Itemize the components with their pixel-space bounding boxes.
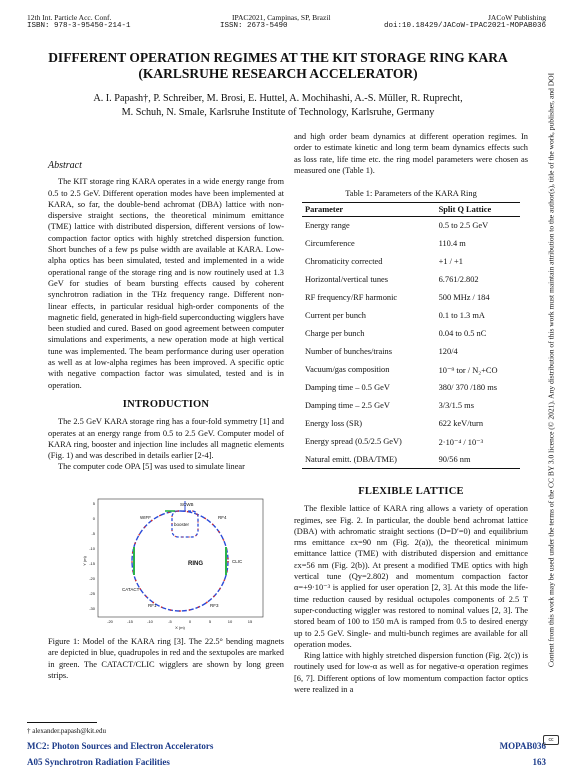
table-header-row (302, 203, 520, 217)
conference-header (27, 13, 131, 31)
table-header-parameter: Parameter (302, 203, 436, 217)
footnote-rule (27, 722, 97, 723)
table-cell-value: 6.761/2.802 (438, 275, 479, 284)
table-row (302, 397, 520, 415)
table-cell-param: Circumference (305, 239, 355, 248)
right-column-top (294, 131, 528, 176)
footer-page-number: 163 (532, 757, 546, 767)
y-tick: -30 (89, 606, 95, 611)
table-row (302, 361, 520, 379)
flexible-lattice-heading: FLEXIBLE LATTICE (358, 486, 464, 497)
table-row (302, 253, 520, 271)
parameters-table (302, 202, 520, 469)
introduction-heading: INTRODUCTION (122, 398, 210, 410)
footer-subtrack: A05 Synchrotron Radiation Facilities (27, 757, 170, 767)
figure-label-wiff: WIFF (140, 515, 151, 520)
table-row (302, 433, 520, 451)
issn: ISSN: 2673-5490 (220, 22, 288, 30)
figure-label-ring: RING (188, 561, 203, 567)
table-row (302, 451, 520, 469)
table-cell-param: Chromaticity corrected (305, 257, 383, 266)
x-tick: 5 (208, 619, 212, 624)
table-cell-value: 120/4 (438, 347, 458, 356)
table-cell-value: 500 MHz / 184 (438, 293, 490, 302)
table-row (302, 325, 520, 343)
table-row (302, 307, 520, 325)
table-cell-value: 2·10⁻⁴ / 10⁻³ (438, 437, 484, 447)
authors (30, 92, 526, 120)
figure-label-scwb: SCWB (180, 502, 194, 507)
authors-line-1: A. I. Papash†, P. Schreiber, M. Brosi, E. Huttel, A. Mochihashi, A.-S. Müller, R. Ruprecht, (93, 93, 463, 104)
table-cell-param: RF frequency/RF harmonic (305, 293, 398, 302)
paper-title (20, 50, 536, 82)
figure-label-rf1: RF1 (148, 603, 157, 608)
x-tick: -20 (107, 619, 113, 624)
table-row (302, 289, 520, 307)
table-cell-value: 0.04 to 0.5 nC (438, 329, 487, 338)
abstract-heading: Abstract (48, 160, 82, 171)
y-tick: -20 (89, 576, 95, 581)
table-cell-param: Energy range (305, 221, 350, 231)
table-cell-param: Damping time – 2.5 GeV (305, 401, 390, 410)
figure-ring-model (80, 495, 270, 630)
x-tick: -5 (168, 619, 172, 624)
table-row (302, 235, 520, 253)
y-tick: -25 (89, 591, 95, 596)
y-tick: -5 (91, 531, 95, 536)
table-row (302, 379, 520, 397)
table-cell-value: 0.5 to 2.5 GeV (438, 221, 489, 231)
footnote-email: † alexander.papash@kit.edu (27, 727, 106, 735)
authors-line-2: M. Schuh, N. Smale, Karlsruhe Institute of Technology, Karlsruhe, Germany (121, 107, 435, 118)
table-header-value: Split Q Lattice (436, 203, 520, 217)
table-row (302, 217, 520, 235)
table-cell-param: Energy spread (0.5/2.5 GeV) (305, 437, 402, 446)
footer-paper-id: MOPAB036 (499, 741, 546, 751)
table-cell-param: Energy loss (SR) (305, 419, 363, 428)
intro-paragraph-2: The computer code OPA [5] was used to simulate linear (58, 462, 245, 472)
table-row (302, 271, 520, 289)
table-caption: Table 1: Parameters of the KARA Ring (345, 189, 477, 198)
table-cell-param: Current per bunch (305, 311, 366, 320)
table-cell-value: 90/56 nm (436, 451, 520, 469)
venue: IPAC2021, Campinas, SP, Brazil (232, 13, 331, 22)
table-cell-param: Horizontal/vertical tunes (305, 275, 389, 284)
x-tick: -10 (147, 619, 153, 624)
table-cell-param: Natural emitt. (DBA/TME) (302, 451, 436, 469)
y-tick: -10 (89, 546, 95, 551)
table-row (302, 343, 520, 361)
table-cell-value: 622 keV/turn (438, 419, 484, 428)
intro-paragraph-1: The 2.5 GeV KARA storage ring has a four-fold symmetry [1] and operates at an energy range from 0.5 to 2.5 GeV. Computer model of KARA ring, booster and injection line includes all magnetic elements (Fig. 1) and was described in details earlier [2-4]. (48, 417, 284, 461)
table-cell-param: Damping time – 0.5 GeV (305, 383, 390, 392)
flex-paragraph-1: The flexible lattice of KARA ring allows a variety of operation regimes, see Fig. 2. In particular, the double bend achromat lattice (DBA) with achromatic straight sections (D=D′=0) and equilibrium rms emittance εx=90 nm (Fig. 2(a)), the theoretical minimum emittance lattice (TME) with distributed dispersion and emittance εx=56 nm (Fig. 2(b)). At present a modified TME optics with high vertical tune (Qy=2.802) and momentum compaction factor α=+9·10⁻³ is applied for user operation [2, 3]. At this mode the life-time reduction caused by residual octupoles components of 2.5 T super-conducting wiggler was restored to nominal values [2, 3]. The stored beam of 100 to 150 mA is ramped from 0.5 to desired energy up to 2.5 GeV. Single- and multi-bunch regimes are available for all operation modes. (294, 504, 528, 649)
figure-label-rf3: RF3 (210, 603, 219, 608)
y-tick: -15 (89, 561, 95, 566)
table-row (302, 415, 520, 433)
figure-label-clic: CLIC (232, 559, 243, 564)
table-cell-value: 0.1 to 1.3 mA (438, 311, 485, 320)
x-tick: 0 (188, 619, 192, 624)
table-cell-param: Charge per bunch (305, 329, 365, 338)
figure-label-rf4: RF4 (218, 515, 227, 520)
x-axis-label: X (m) (175, 625, 185, 630)
cc-license-icon: cc (543, 735, 559, 745)
table-cell-value: 3/3/1.5 ms (438, 401, 474, 410)
license-text: Content from this work may be used under the terms of the CC BY 3.0 licence (© 2021). Any distribution of this work must maintain attribution to the author(s), title of the work, publisher, and DOI (546, 72, 556, 668)
figure-caption: Figure 1: Model of the KARA ring [3]. The 22.5° bending magnets are depicted in blue, quadrupoles in red and the sextupoles are marked in green. The CATACT/CLIC wigglers are shown by long green strips. (48, 637, 284, 680)
title-line-1: DIFFERENT OPERATION REGIMES AT THE KIT STORAGE RING KARA (48, 50, 508, 65)
figure-label-catact: CATACT (122, 587, 140, 592)
table-cell-value: 110.4 m (438, 239, 466, 248)
flex-paragraph-2: Ring lattice with highly stretched dispersion function (Fig. 2(c)) is routinely used for low-α as well as for negative-α operation regimes [6, 7]. Different options of low momentum compaction factor optics were realized in a (294, 651, 528, 695)
table-cell-value: 10⁻⁹ tor / N₂+CO (438, 365, 498, 375)
right-column-bottom (294, 478, 528, 695)
venue-header (220, 13, 330, 31)
isbn: ISBN: 978-3-95450-214-1 (27, 22, 131, 30)
y-tick: 5 (92, 501, 95, 506)
x-tick: 10 (227, 619, 233, 624)
publisher: JACoW Publishing (488, 13, 546, 22)
col2-paragraph-1: and high order beam dynamics at different operation regimes. In order to estimate kinetic and long term beam dynamics effects such as loss rate, life time etc. the ring model parameters were chosen as measured one (Table 1). (294, 132, 528, 175)
x-tick: -15 (127, 619, 133, 624)
conference-name: 12th Int. Particle Acc. Conf. (27, 13, 112, 22)
footer-track: MC2: Photon Sources and Electron Accelerators (27, 741, 214, 751)
x-tick: 15 (247, 619, 253, 624)
abstract-text: The KIT storage ring KARA operates in a wide energy range from 0.5 to 2.5 GeV. Different operation modes have been implemented at KARA, so far, the double-bend achromat (DBA) lattice with non-dispersive straight sections, the theoretical minimum emittance (TME) lattice with distributed dispersion, different versions of low-compaction factor optics with highly stretched dispersion function. Short bunches of a few ps pulse width are available at KARA. Low-alpha optics has been simulated, tested and implemented in a wide operational range of the storage ring and is now routinely used at 1.3 GeV for studies of beam bursting effects caused by coherent synchrotron radiation in the THz frequency range. Different non-linear effects, in particular residual high-order components of the magnetic field, generated in high-field superconducting wigglers have been studied and cured. Based on good agreement between computer simulations and experiments, a new operation mode at high vertical tune was implemented. The beam performance during user operation as well as at low-alpha regimes has been improved. A specific optic with negative compaction factor was simulated, tested and is in operation. (48, 177, 284, 390)
table-cell-value: 380/ 370 /180 ms (438, 383, 497, 392)
title-line-2: (KARLSRUHE RESEARCH ACCELERATOR) (138, 66, 418, 81)
y-axis-label: Y (m) (82, 556, 87, 566)
figure-label-booster: booster (174, 522, 190, 527)
license-sidebar (541, 10, 561, 730)
table-cell-value: +1 / +1 (438, 257, 463, 266)
table-cell-param: Vacuum/gas composition (305, 365, 390, 374)
publisher-header (384, 13, 546, 31)
y-tick: 0 (92, 516, 95, 521)
left-column (48, 160, 284, 473)
doi: doi:10.18429/JACoW-IPAC2021-MOPAB036 (383, 22, 546, 30)
table-cell-param: Number of bunches/trains (305, 347, 392, 356)
